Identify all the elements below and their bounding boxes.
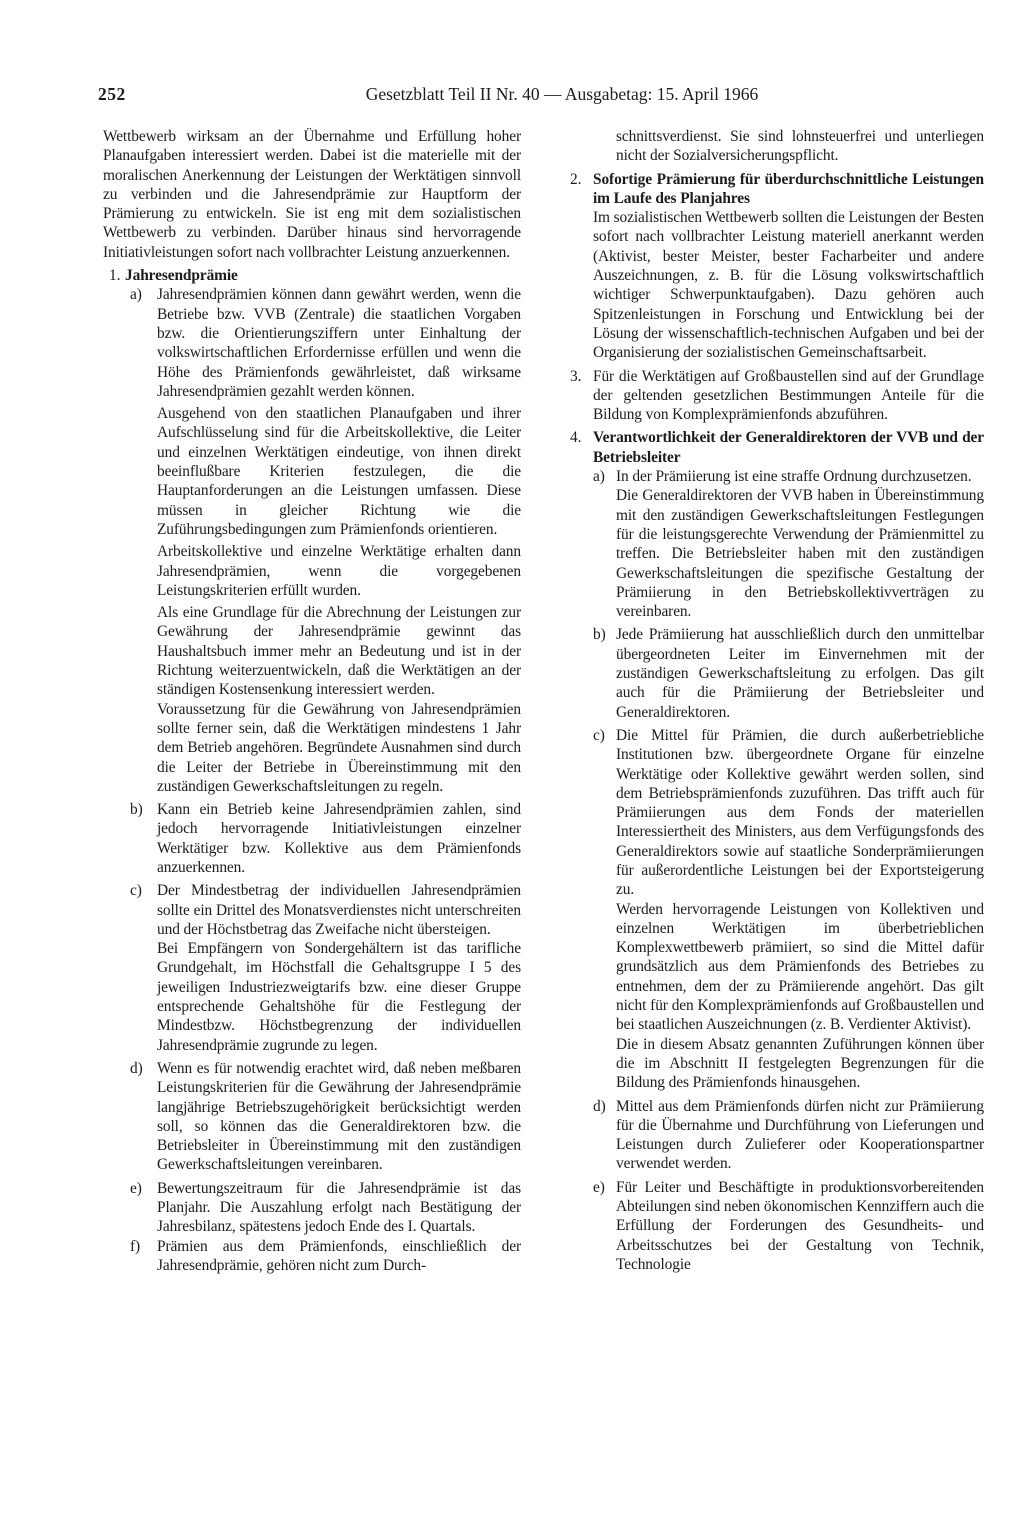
continuation-paragraph: schnittsverdienst. Sie sind lohnsteuerfrei und unterliegen nicht der Sozialversicherungspflicht. bbox=[616, 128, 984, 165]
item-label: e) bbox=[130, 1179, 142, 1197]
item-paragraph: Für Leiter und Beschäftigte in produktionsvorbereitenden Abteilungen sind neben ökonomischen Kennziffern auch die Erfüllung der Forderungen des Gesundheits- und Arbeitsschutzes bei der Gestaltung von Technik, Technologie bbox=[616, 1178, 984, 1273]
section-1 bbox=[103, 266, 521, 285]
item-label: d) bbox=[130, 1059, 143, 1077]
item-4a bbox=[568, 467, 984, 621]
item-paragraph: Die Mittel für Prämien, die durch außerbetriebliche Institutionen bzw. übergeordnete Organe für einzelne Werktätige oder Kollektive gewährt werden sollen, sind dem Betriebsprämienfonds zuzuführen. Das trifft auch für Prämiierungen aus dem Fonds der materiellen Interessiertheit des Ministers, aus dem Verfügungsfonds des Generaldirektors sowie auf staatliche Sonderprämiierungen für außerordentliche Leistungen bei der Exportsteigerung zu. bbox=[616, 726, 984, 899]
left-column bbox=[103, 127, 521, 1427]
item-paragraph: Jahresendprämien können dann gewährt werden, wenn die Betriebe bzw. VVB (Zentrale) die staatlichen Vorgaben bzw. die Orientierungsziffern unter Einhaltung der volkswirtschaftlichen Erfordernisse erfüllen und wenn die Höhe des Prämienfonds gewährleistet, daß wirksame Jahresendprämien gezahlt werden können. bbox=[157, 286, 521, 400]
intro-paragraph: Wettbewerb wirksam an der Übernahme und Erfüllung hoher Planaufgaben interessiert werden. Dabei ist die materielle mit der moralischen Anerkennung der Leistungen der Werktätigen sinnvoll zu verbinden und die Jahresendprämie zur Hauptform der Prämierung zu entwickeln. Sie ist eng mit dem sozialistischen Wettbewerb zu verbinden. Darüber hinaus sind hervorragende Initiativleistungen sofort nach vollbrachter Leistung anzuerkennen. bbox=[103, 128, 521, 261]
item-4b bbox=[568, 625, 984, 721]
section-number: 4. bbox=[570, 429, 582, 447]
item-1a bbox=[103, 285, 521, 796]
section-4 bbox=[568, 428, 984, 467]
item-4d bbox=[568, 1097, 984, 1174]
item-paragraph: Die Generaldirektoren der VVB haben in Übereinstimmung mit den zuständigen Gewerkschaftsleitungen Festlegungen für die leistungsgerechte Verwendung der Prämienmittel zu treffen. Die Betriebsleiter haben mit den zuständigen Gewerkschaftsleitungen die spezifische Gestaltung der Prämiierung in den Betriebskollektivverträgen zu vereinbaren. bbox=[616, 487, 984, 621]
item-1b bbox=[103, 800, 521, 877]
item-paragraph: Voraussetzung für die Gewährung von Jahresendprämien sollte ferner sein, daß die Werktätigen mindestens 1 Jahr dem Betrieb angehören. Begründete Ausnahmen sind durch die Leiter der Betriebe in Übereinstimmung mit den zuständigen Gewerkschaftsleitungen zu regeln. bbox=[157, 700, 521, 795]
item-label: a) bbox=[130, 286, 142, 304]
section-title: Sofortige Prämierung für überdurchschnittliche Leistungen im Laufe des Planjahres bbox=[593, 170, 984, 207]
item-paragraph: Ausgehend von den staatlichen Planaufgaben und ihrer Aufschlüsselung sind für die Arbeitskollektive, die Leiter und einzelnen Werktätigen eindeutige, von ihnen direkt beeinflußbare Kriterien festzulegen, die die Hauptanforderungen an die Leistungen umfassen. Diese müssen in gleicher Richtung wie die Zuführungsbedingungen zum Prämienfonds orientieren. bbox=[157, 405, 521, 538]
item-paragraph: Arbeitskollektive und einzelne Werktätige erhalten dann Jahresendprämien, wenn die vorgegebenen Leistungskriterien erfüllt wurden. bbox=[157, 543, 521, 599]
item-paragraph: Werden hervorragende Leistungen von Kollektiven und einzelnen Werktätigen im überbetrieblichen Komplexwettbewerb prämiiert, so sind die Mittel dafür grundsätzlich aus dem Prämienfonds des Betriebes zu entnehmen, dem der zu Prämiierende angehört. Das gilt nicht für den Komplexprämienfonds auf Großbaustellen und bei staatlichen Auszeichnungen (z. B. Verdienter Aktivist). bbox=[616, 900, 984, 1034]
page-number: 252 bbox=[98, 84, 126, 104]
item-label: b) bbox=[593, 626, 606, 644]
item-paragraph: Wenn es für notwendig erachtet wird, daß neben meßbaren Leistungskriterien für die Gewährung der Jahresendprämie langjährige Betriebszugehörigkeit berücksichtigt werden soll, so können das die Generaldirektoren bzw. die Betriebsleiter in Übereinstimmung mit den zuständigen Gewerkschaftsleitungen vereinbaren. bbox=[157, 1059, 521, 1174]
section-title: Jahresendprämie bbox=[125, 267, 238, 285]
item-label: a) bbox=[593, 468, 605, 486]
item-paragraph: Als eine Grundlage für die Abrechnung der Leistungen zur Gewährung der Jahresendprämie gewinnt das Haushaltsbuch immer mehr an Bedeutung und ist in der Richtung weiterzuentwickeln, daß die Werktätigen an der ständigen Kostensenkung interessiert werden. bbox=[157, 604, 521, 699]
item-paragraph: Bei Empfängern von Sondergehältern ist das tarifliche Grundgehalt, im Höchstfall die Gehaltsgruppe I 5 des jeweiligen Industriezweigtarifs bzw. eine dieser Gruppe entsprechende Gehaltshöhe für die Festlegung der Mindestbzw. Höchstbegrenzung der individuellen Jahresendprämie zugrunde zu legen. bbox=[157, 940, 521, 1054]
section-2 bbox=[568, 170, 984, 363]
item-paragraph: Kann ein Betrieb keine Jahresendprämien zahlen, sind jedoch hervorragende Initiativleistungen einzelner Werktätiger bzw. Kollektive aus dem Prämienfonds anzuerkennen. bbox=[157, 801, 521, 876]
item-4c bbox=[568, 726, 984, 1093]
right-column bbox=[568, 127, 984, 1427]
item-4e bbox=[568, 1178, 984, 1274]
item-label: c) bbox=[593, 726, 605, 744]
item-label: f) bbox=[130, 1237, 141, 1255]
item-paragraph: Jede Prämiierung hat ausschließlich durch den unmittelbar übergeordneten Leiter im Einvernehmen mit der zuständigen Gewerkschaftsleitung zu erfolgen. Das gilt auch für die Prämiierung der Betriebsleiter und Generaldirektoren. bbox=[616, 626, 984, 721]
item-label: b) bbox=[130, 801, 143, 819]
section-3 bbox=[568, 367, 984, 425]
section-number: 3. bbox=[570, 367, 582, 385]
section-paragraph: Für die Werktätigen auf Großbaustellen sind auf der Grundlage der geltenden gesetzlichen Bestimmungen Anteile für die Bildung von Komplexprämienfonds abzuführen. bbox=[593, 367, 984, 424]
item-paragraph: In der Prämiierung ist eine straffe Ordnung durchzusetzen. bbox=[616, 468, 972, 486]
item-1e bbox=[103, 1179, 521, 1237]
section-number: 1. bbox=[109, 267, 121, 285]
item-1f bbox=[103, 1237, 521, 1276]
item-paragraph: Mittel aus dem Prämienfonds dürfen nicht zur Prämiierung für die Übernahme und Durchführung von Lieferungen und Leistungen durch Zulieferer oder Kooperationspartner verwendet werden. bbox=[616, 1097, 984, 1173]
section-number: 2. bbox=[570, 170, 582, 188]
item-paragraph: Der Mindestbetrag der individuellen Jahresendprämien sollte ein Drittel des Monatsverdienstes nicht unterschreiten und der Höchstbetrag das Zweifache nicht übersteigen. bbox=[157, 882, 521, 938]
section-title: Verantwortlichkeit der Generaldirektoren der VVB und der Betriebsleiter bbox=[593, 429, 984, 466]
item-label: e) bbox=[593, 1178, 605, 1196]
item-label: c) bbox=[130, 882, 142, 900]
section-paragraph: Im sozialistischen Wettbewerb sollten die Leistungen der Besten sofort nach vollbrachter Leistung materiell anerkannt werden (Aktivist, bester Meister, bester Facharbeiter und andere Auszeichnungen, z. B. für die Lösung volkswirtschaftlich wichtiger Schwerpunktaufgaben). Dazu gehören auch Spitzenleistungen in Forschung und Entwicklung bei der Lösung der wissenschaftlich-technischen Aufgaben und bei der Organisierung der sozialistischen Gemeinschaftsarbeit. bbox=[593, 209, 984, 362]
running-head: Gesetzblatt Teil II Nr. 40 — Ausgabetag: 15. April 1966 bbox=[365, 84, 759, 104]
item-1c bbox=[103, 881, 521, 1055]
item-paragraph: Bewertungszeitraum für die Jahresendprämie ist das Planjahr. Die Auszahlung erfolgt nach Bestätigung der Jahresbilanz, spätestens jedoch Ende des I. Quartals. bbox=[157, 1179, 521, 1236]
item-label: d) bbox=[593, 1097, 606, 1115]
item-paragraph: Prämien aus dem Prämienfonds, einschließlich der Jahresendprämie, gehören nicht zum Durch- bbox=[157, 1237, 521, 1274]
page-header bbox=[98, 84, 986, 108]
item-paragraph: Die in diesem Absatz genannten Zuführungen können über die im Abschnitt II festgelegten Begrenzungen für die Bildung des Prämienfonds hinausgehen. bbox=[616, 1035, 984, 1092]
item-1d bbox=[103, 1059, 521, 1175]
